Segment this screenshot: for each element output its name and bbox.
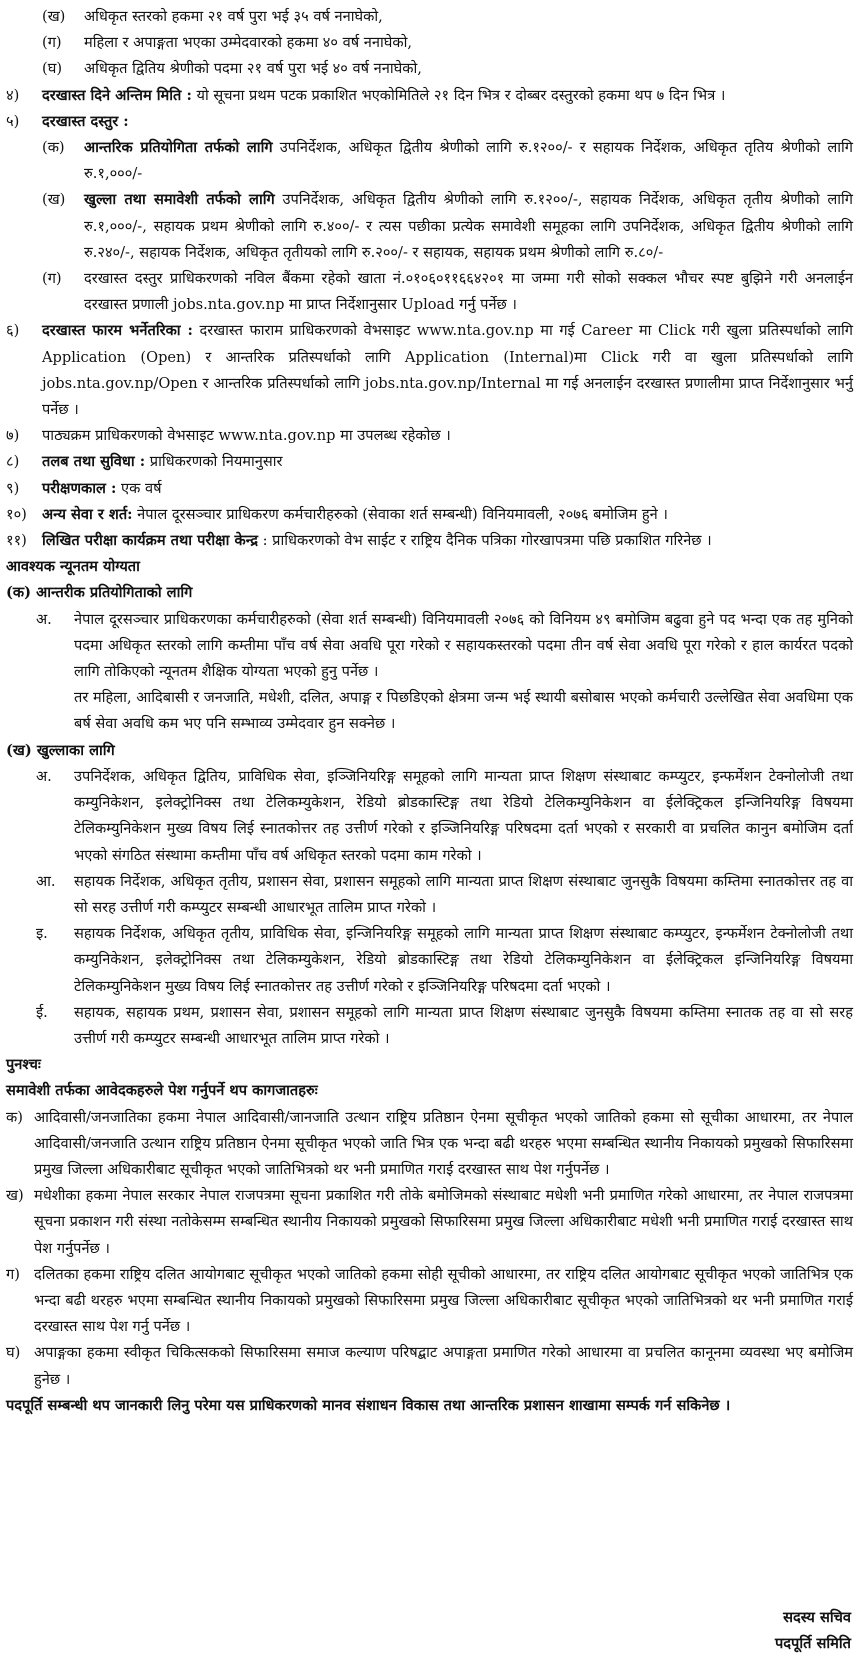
section-9-probation (6, 476, 853, 502)
item-text: सहायक निर्देशक, अधिकृत तृतीय, प्रशासन सेवा, प्रशासन समूहको लागि मान्यता प्राप्त शिक्षण संस्थाबाट जुनसुकै विषयमा कम्तिमा स्नातकोत्तर तह वा सो सरह उत्तीर्ण गरी कम्प्युटर सम्बन्धी आधारभूत तालिम प्राप्त गरेको । (74, 872, 853, 916)
open-item-a (6, 764, 853, 869)
open-heading: (ख) खुल्लाका लागि (6, 741, 115, 759)
document-item-kha (6, 1183, 853, 1262)
internal-item-a (6, 607, 853, 686)
item-number: (ख) (42, 8, 66, 25)
item-number: आ. (36, 872, 56, 890)
section-number: ८) (6, 453, 20, 471)
documents-heading: समावेशी तर्फका आवेदकहरुले पेश गर्नुपर्ने थप कागजातहरुः (6, 1082, 318, 1100)
section-number: ६) (6, 322, 20, 340)
item-text: महिला र अपाङ्गता भएका उम्मेदवारको हकमा ४० वर्ष ननाघेको, (84, 34, 412, 52)
section-number: ११) (6, 532, 27, 550)
section-6-application (6, 318, 853, 423)
section-number: ५) (6, 112, 20, 130)
section-text: प्राधिकरणको नियमानुसार (149, 453, 283, 471)
item-number: (घ) (42, 60, 63, 78)
section-number: ७) (6, 427, 20, 445)
item-number: (ग) (42, 270, 62, 288)
item-number: ग) (6, 1265, 20, 1283)
internal-item-continuation: तर महिला, आदिबासी र जनजाति, मधेशी, दलित, अपाङ्ग र पिछडिएको क्षेत्रमा जन्म भई स्थायी बसोबास भएको कर्मचारी उल्लेखित सेवा अवधिमा एक बर्ष सेवा अवधि कम भए पनि सम्भाव्य उम्मेदवार हुन सक्नेछ । (74, 689, 853, 733)
section-4-deadline (6, 83, 853, 109)
section-title: तलब तथा सुविधा : (42, 453, 146, 471)
item-text: उपनिर्देशक, अधिकृत द्वितिय, प्राविधिक सेवा, इञ्जिनियरिङ्ग समूहको लागि मान्यता प्राप्त शिक्षण संस्थाबाट कम्प्युटर, इन्फर्मेशन टेक्नोलोजी तथा कम्युनिकेशन, इलेक्ट्रोनिक्स तथा टेलिकम्युकेशन, रेडियो ब्रोडकास्टिङ्ग तथा रेडियो टेलिकम्युनिकेशन वा ईलेक्ट्रिकल इन्जिनियरिङ्ग विषयमा टेलिकम्युनिकेशन मुख्य विषय लिई स्नातकोत्तर तह उत्तीर्ण गरेको र इञ्जिनियरिङ्ग परिषदमा दर्ता भएको र सरकारी वा प्रचलित कानुन बमोजिम दर्ता भएको संगठित संस्थामा कम्तीमा पाँच वर्ष अधिकृत स्तरको पदमा काम गरेको । (74, 767, 853, 864)
fee-item-ga (6, 266, 853, 318)
section-title: लिखित परीक्षा कार्यक्रम तथा परीक्षा केन्द्र (42, 532, 258, 550)
section-title: दरखास्त दिने अन्तिम मिति : (42, 86, 192, 104)
age-item-kha (6, 4, 853, 30)
age-item-ga (6, 30, 853, 56)
section-number: ४) (6, 86, 20, 104)
item-number: अ. (36, 767, 52, 785)
item-number: इ. (36, 925, 48, 943)
section-text: एक वर्ष (121, 479, 162, 497)
section-10-conditions (6, 502, 853, 528)
signature-title: सदस्य सचिव (783, 1608, 851, 1626)
item-text: आदिवासी/जनजातिका हकमा नेपाल आदिवासी/जानजाति उत्थान राष्ट्रिय प्रतिष्ठान ऐनमा सूचीकृत भएको जातिको हकमा सो सूचीका आधारमा, तर नेपाल आदिवासी/जनजाति उत्थान राष्ट्रिय प्रतिष्ठान ऐनमा सूचीकृत भएको जाति भित्र एक भन्दा बढी थरहरु भएमा सम्बन्धित स्थानीय निकायको प्रमुखको सिफारिसमा प्रमुख जिल्ला अधिकारीबाट सूचीकृत भएको जातिभित्रको थर भनी प्रमाणित गराई दरखास्त साथ पेश गर्नुपर्नेछ । (34, 1108, 853, 1178)
item-text: अपाङ्गका हकमा स्वीकृत चिकित्सकको सिफारिसमा समाज कल्याण परिषद्बाट अपाङ्गता प्रमाणित गरेको आधारमा वा प्रचलित कानूनमा व्यवस्था भए बमोजिम हुनेछ । (34, 1344, 853, 1388)
signature-block (775, 1605, 851, 1657)
section-text: : प्राधिकरणको वेभ साईट र राष्ट्रिय दैनिक पत्रिका गोरखापत्रमा पछि प्रकाशित गरिनेछ । (262, 532, 712, 550)
section-7-syllabus (6, 423, 853, 449)
item-text: दलितका हकमा राष्ट्रिय दलित आयोगबाट सूचीकृत भएको जातिको हकमा सोही सूचीको आधारमा, तर राष्ट्रिय दलित आयोगबाट सूचीकृत भएको जातिभित्र एक भन्दा बढी थरहरु भएमा सम्बन्धित स्थानीय निकायको प्रमुखको सिफारिसमा प्रमुख जिल्ला अधिकारीबाट सूचीकृत भएको जातिभित्रको थर भनी प्रमाणित गराई दरखास्त साथ पेश गर्नु पर्नेछ । (34, 1265, 853, 1336)
item-text: नेपाल दूरसञ्चार प्राधिकरणका कर्मचारीहरुको (सेवा शर्त सम्बन्धी) विनियमावली २०७६ को विनियम ४९ बमोजिम बढुवा हुने पद भन्दा एक तह मुनिको पदमा अधिकृत स्तरको लागि कम्तीमा पाँच वर्ष सेवा अवधि पूरा गरेको र सहायकस्तरको पदमा तीन वर्ष सेवा अवधि पूरा गरेको र हाल कार्यरत पदको लागि तोकिएको न्यूनतम शैक्षिक योग्यता भएको हुनु पर्नेछ । (74, 610, 853, 681)
item-number: ई. (36, 1003, 48, 1021)
qualification-heading: आवश्यक न्यूनतम योग्यता (6, 558, 140, 576)
item-text: मधेशीका हकमा नेपाल सरकार नेपाल राजपत्रमा सूचना प्रकाशित गरी तोके बमोजिमको संस्थाबाट मधेशी भनी प्रमाणित गरेको आधारमा, तर नेपाल राजपत्रमा सूचना प्रकाशन गरी संस्था नतोकेसम्म सम्बन्धित स्थानीय निकायको प्रमुखको सिफारिसमा प्रमुख जिल्ला अधिकारीबाट मधेशी भनी प्रमाणित गराई दरखास्त साथ पेश गर्नुपर्नेछ । (34, 1187, 853, 1257)
closing-note: पदपूर्ति सम्बन्धी थप जानकारी लिनु परेमा यस प्राधिकरणको मानव संशाधन विकास तथा आन्तरिक प्रशासन शाखामा सम्पर्क गर्न सकिनेछ । (6, 1396, 731, 1414)
item-number: घ) (6, 1344, 21, 1362)
section-title: परीक्षणकाल : (42, 479, 117, 497)
item-text: सहायक, सहायक प्रथम, प्रशासन सेवा, प्रशासन समूहको लागि मान्यता प्राप्त शिक्षण संस्थाबाट जुनसुकै विषयमा कम्तिमा स्नातक तह वा सो सरह उत्तीर्ण गरी कम्प्युटर सम्बन्धी आधारभूत तालिम प्राप्त गरेको । (74, 1003, 853, 1047)
section-number: ९) (6, 479, 20, 497)
item-title: आन्तरिक प्रतियोगिता तर्फको लागि (84, 139, 273, 157)
item-title: खुल्ला तथा समावेशी तर्फको लागि (84, 191, 275, 209)
item-text: अधिकृत स्तरको हकमा २१ वर्ष पुरा भई ३५ वर्ष ननाघेको, (84, 8, 383, 25)
section-text: पाठ्यक्रम प्राधिकरणको वेभसाइट www.nta.gov.np मा उपलब्ध रहेकोछ । (42, 427, 451, 445)
item-number: अ. (36, 610, 52, 628)
item-number: (ख) (42, 191, 66, 209)
section-5-fee (6, 109, 853, 135)
section-8-salary (6, 449, 853, 475)
internal-heading: (क) आन्तरीक प्रतियोगिताको लागि (6, 584, 193, 602)
section-text: नेपाल दूरसञ्चार प्राधिकरण कर्मचारीहरुको (सेवाका शर्त सम्बन्धी) विनियमावली, २०७६ बमोजिम हुने । (137, 505, 668, 523)
item-text: अधिकृत द्वितिय श्रेणीको पदमा २१ वर्ष पुरा भई ४० वर्ष ननाघेको, (84, 60, 422, 78)
section-11-exam (6, 528, 853, 554)
age-item-gha (6, 56, 853, 82)
open-item-ii (6, 1000, 853, 1052)
open-item-i (6, 921, 853, 1000)
document-item-gha (6, 1340, 853, 1392)
item-number: ख) (6, 1187, 24, 1205)
postscript-heading: पुनश्चः (6, 1056, 41, 1074)
signature-committee: पदपूर्ति समिति (775, 1634, 851, 1652)
open-item-aa (6, 869, 853, 921)
section-title: दरखास्त फारम भर्नेतरिका : (42, 322, 193, 340)
section-text: यो सूचना प्रथम पटक प्रकाशित भएकोमितिले २१ दिन भित्र र दोब्बर दस्तुरको हकमा थप ७ दिन भित्र । (196, 86, 726, 104)
section-title: दरखास्त दस्तुर : (42, 112, 129, 130)
item-number: (क) (42, 139, 65, 157)
fee-item-ka (6, 135, 853, 187)
item-text: सहायक निर्देशक, अधिकृत तृतीय, प्राविधिक सेवा, इन्जिनियरिङ्ग समूहको लागि मान्यता प्राप्त शिक्षण संस्थाबाट कम्प्युटर, इन्फर्मेशन टेक्नोलोजी तथा कम्युनिकेशन, इलेक्ट्रोनिक्स तथा टेलिकम्युकेशन, रेडियो ब्रोडकास्टिङ्ग तथा रेडियो टेलिकम्युनिकेशन वा ईलेक्ट्रिकल इन्जिनियरिङ्ग विषयमा टेलिकम्युनिकेशन मुख्य विषय लिई स्नातकोत्तर तह उत्तीर्ण गरेको र इञ्जिनियरिङ्ग परिषदमा दर्ता भएको । (74, 925, 853, 995)
item-number: क) (6, 1108, 23, 1126)
item-text: दरखास्त दस्तुर प्राधिकरणको नविल बैंकमा रहेको खाता नं.०१०६०११६६४२०१ मा जम्मा गरी सोको सक्कल भौचर स्पष्ट बुझिने गरी अनलाईन दरखास्त प्रणाली jobs.nta.gov.np मा प्राप्त निर्देशानुसार Upload गर्नु पर्नेछ । (84, 270, 853, 314)
item-text: उपनिर्देशक, अधिकृत द्वितीय श्रेणीको लागि रु.१२००/-, सहायक निर्देशक, अधिकृत तृतीय श्रेणीको लागि रु.१,०००/-, सहायक प्रथम श्रेणीको लागि रु.४००/- र त्यस पछीका प्रत्येक समावेशी समूहका लागि उपनिर्देशक, अधिकृत द्वितीय श्रेणीको लागि रु.२४०/-, सहायक निर्देशक, अधिकृत तृतीयको लागि रु.२००/- र सहायक, सहायक प्रथम श्रेणीको लागि रु.८०/- (84, 191, 854, 261)
item-number: (ग) (42, 34, 62, 52)
section-number: १०) (6, 505, 27, 523)
item-text: उपनिर्देशक, अधिकृत द्वितीय श्रेणीको लागि रु.१२००/- र सहायक निर्देशक, अधिकृत तृतिय श्रेणीको लागि रु.१,०००/- (84, 139, 854, 183)
document-item-ga (6, 1262, 853, 1341)
section-title: अन्य सेवा र शर्त: (42, 505, 133, 523)
fee-item-kha (6, 187, 853, 266)
section-text: दरखास्त फाराम प्राधिकरणको वेभसाइट www.nta.gov.np मा गई Career मा Click गरी खुला प्रतिस्पर्धाको लागि Application (Open) र आन्तरिक प्रतिस्पर्धाको लागि Application (Internal)मा Click गरी वा खुला प्रतिस्पर्धाको लागि jobs.nta.gov.np/Open र आन्तरिक प्रतिस्पर्धाको लागि jobs.nta.gov.np/Internal मा गई अनलाईन दरखास्त प्रणालीमा प्राप्त निर्देशानुसार भर्नु पर्नेछ । (42, 322, 854, 419)
document-item-ka (6, 1105, 853, 1184)
